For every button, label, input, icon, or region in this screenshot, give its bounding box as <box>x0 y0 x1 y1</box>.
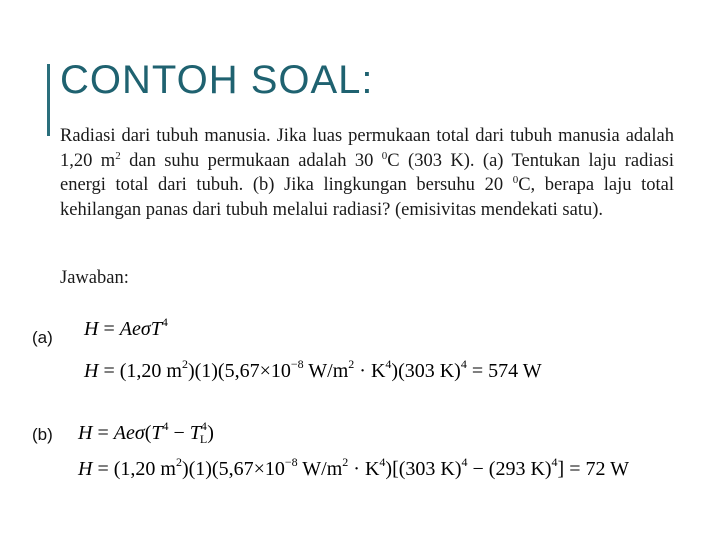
calc-text: )(1)(5,67×10 <box>181 458 285 480</box>
var-sigma: σ <box>134 422 145 444</box>
calc-text: = (1,20 m <box>98 360 182 382</box>
close-paren: ) <box>207 422 214 444</box>
var-a: A <box>113 422 126 444</box>
part-b-formula <box>78 419 214 446</box>
var-h: H <box>84 318 99 340</box>
sub-sup-stack <box>199 419 208 446</box>
exponent: 4 <box>162 419 169 433</box>
calc-text: W/m <box>297 458 343 480</box>
calc-text: )(303 K) <box>391 360 461 382</box>
var-e: e <box>125 422 135 444</box>
exponent: 2 <box>342 455 349 469</box>
minus-sign: − <box>168 422 190 444</box>
question-text-part-4: C, berapa laju total kehilangan panas dari tubuh melalui radiasi? (emisivitas mendekati satu). <box>60 175 674 220</box>
open-paren: ( <box>144 422 152 444</box>
exponent: −8 <box>284 455 298 469</box>
exponent: 4 <box>379 455 386 469</box>
exponent: 4 <box>551 455 558 469</box>
exponent: 4 <box>200 419 207 433</box>
part-a-label: (a) <box>32 328 53 347</box>
calc-text: − (293 K) <box>467 458 552 480</box>
exponent: 4 <box>460 357 467 371</box>
exponent: 4 <box>161 315 168 329</box>
equals-sign: = <box>92 422 114 444</box>
superscript-degree: 0 <box>512 174 519 186</box>
var-h: H <box>78 422 93 444</box>
var-a: A <box>119 318 132 340</box>
var-t-surroundings: T <box>189 422 201 444</box>
part-a-calculation <box>84 357 542 383</box>
superscript-degree: 0 <box>381 149 388 162</box>
var-h: H <box>78 458 93 480</box>
part-b-calculation <box>78 455 630 481</box>
exponent: 2 <box>175 455 182 469</box>
subscript-l: L <box>199 432 208 446</box>
question-text-part-2: dan suhu permukaan adalah 30 <box>120 150 382 171</box>
answer-label: Jawaban: <box>60 268 129 288</box>
calc-text: )(1)(5,67×10 <box>187 360 291 382</box>
calc-text: · K <box>348 458 380 480</box>
exponent: −8 <box>290 357 304 371</box>
calc-text: · K <box>354 360 386 382</box>
calc-text: W/m <box>303 360 349 382</box>
exponent: 4 <box>461 455 468 469</box>
var-sigma: σ <box>140 318 151 340</box>
question-text-part-1: Radiasi dari tubuh manusia. Jika luas permukaan total dari tubuh manusia adalah 1,20 m <box>60 126 674 171</box>
var-t: T <box>150 318 162 340</box>
calc-result: ] = 72 W <box>557 458 630 480</box>
part-b-label: (b) <box>32 425 53 444</box>
exponent: 2 <box>348 357 355 371</box>
var-h: H <box>84 360 99 382</box>
question-text-part-3: C (303 K). (a) Tentukan laju radiasi energi total dari tubuh. (b) Jika lingkungan bersuhu 20 <box>60 150 675 195</box>
exponent: 2 <box>181 357 188 371</box>
part-a-formula <box>84 315 168 341</box>
var-t: T <box>151 422 163 444</box>
slide-title: CONTOH SOAL: <box>60 58 374 102</box>
exponent: 4 <box>385 357 392 371</box>
question-text <box>60 124 674 222</box>
equals-sign: = <box>98 318 120 340</box>
superscript-squared: 2 <box>115 149 121 162</box>
title-accent-bar <box>47 64 50 136</box>
var-e: e <box>131 318 141 340</box>
calc-result: = 574 W <box>466 360 542 382</box>
calc-text: = (1,20 m <box>92 458 176 480</box>
calc-text: )[(303 K) <box>385 458 462 480</box>
